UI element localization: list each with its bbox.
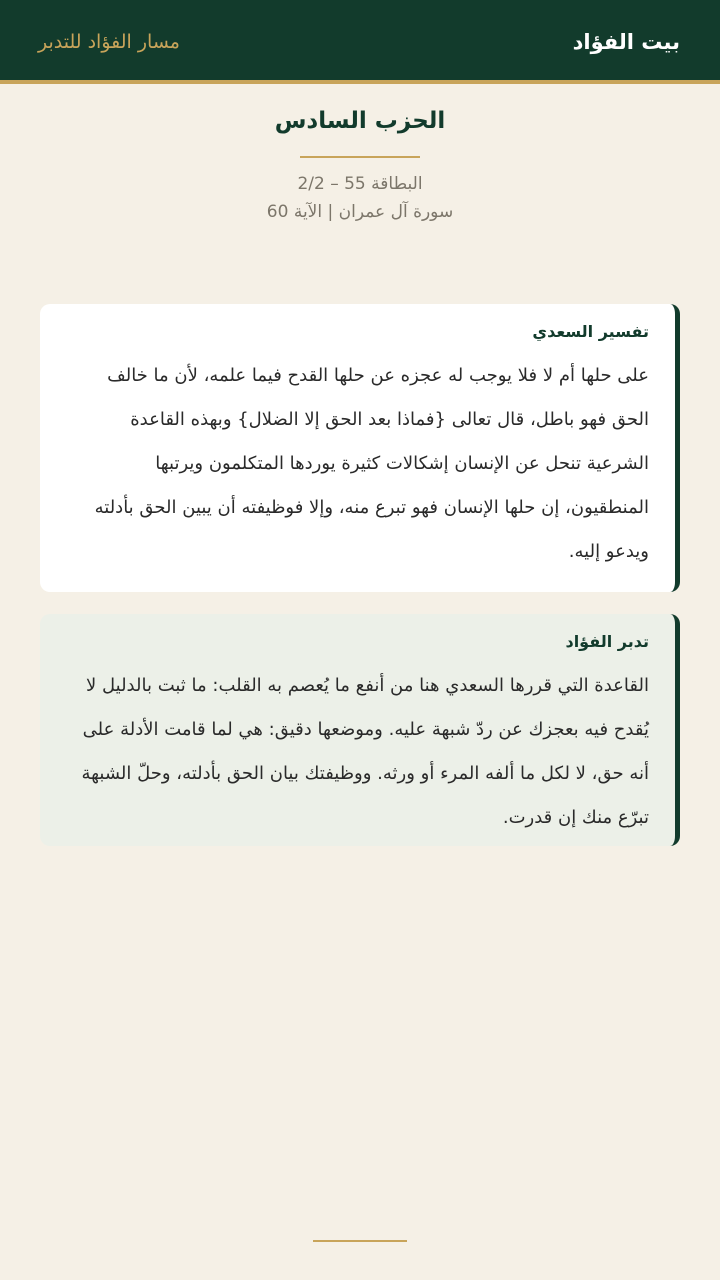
tadabbur-card-text: القاعدة التي قررها السعدي هنا من أنفع ما يُعصم به القلب: ما ثبت بالدليل لا يُقدح فيه بعجزك عن ردّ شبهة عليه. وموضعها دقيق: هي لما قامت الأدلة على أنه حق، لا لكل ما ألفه المرء أو ورثه. ووظيفتك بيان الحق بأدلته، وحلّ الشبهة تبرّع منك إن قدرت.	[81, 675, 649, 828]
top-app-bar	[0, 0, 720, 84]
card-counter: البطاقة 55 – 2/2	[297, 174, 423, 194]
footer-divider	[313, 1240, 407, 1242]
tadabbur-card-title: تدبر الفؤاد	[565, 632, 649, 651]
nav-link-tadabbur-path[interactable]: مسار الفؤاد للتدبر	[38, 31, 180, 53]
hizb-title: الحزب السادس	[274, 108, 446, 134]
tadabbur-card	[40, 614, 680, 846]
card-header	[0, 100, 720, 226]
tafsir-card-text: على حلها أم لا فلا يوجب له عجزه عن حلها القدح فيما علمه، لأن ما خالف الحق فهو باطل، قال تعالى {فماذا بعد الحق إلا الضلال} وبهذه القاعدة الشرعية تنحل عن الإنسان إشكالات كثيرة يوردها المتكلمون ويرتبها المنطقيون، إن حلها الإنسان فهو تبرع منه، وإلا فوظيفته أن يبين الحق بأدلته ويدعو إليه.	[94, 365, 649, 562]
tafsir-card-title: تفسير السعدي	[532, 322, 649, 341]
app-brand[interactable]: بيت الفؤاد	[572, 30, 680, 54]
tafsir-card	[40, 304, 680, 592]
verse-reference: سورة آل عمران | الآية 60	[266, 202, 454, 222]
title-divider	[300, 156, 420, 158]
